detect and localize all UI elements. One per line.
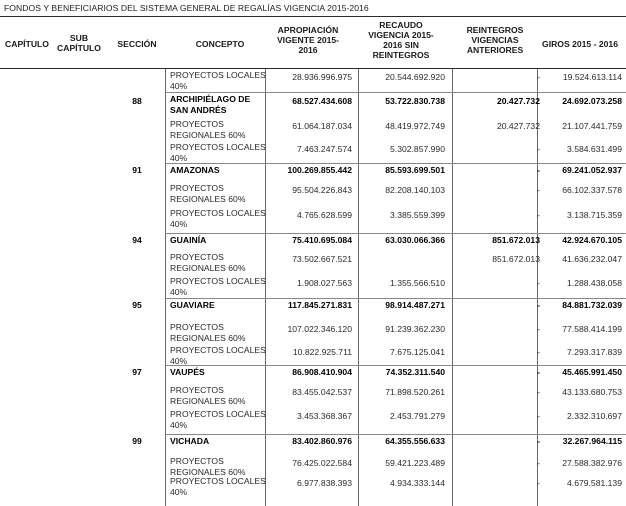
apropiacion-value: 4.765.628.599 [297, 210, 352, 220]
apropiacion-value: 6.977.838.393 [297, 478, 352, 488]
concepto-line: REGIONALES 60% [170, 332, 246, 343]
concepto-line: ARCHIPIÉLAGO DE [170, 94, 251, 104]
concepto-line: GUAINÍA [170, 235, 207, 245]
concepto-line: REGIONALES 60% [170, 193, 246, 204]
reintegros-value: 851.672.013 [492, 235, 540, 245]
reintegros-value: - [537, 411, 540, 421]
giros-value: 3.138.715.359 [567, 210, 622, 220]
concepto-line: GUAVIARE [170, 300, 215, 310]
apropiacion-value: 75.410.695.084 [292, 235, 352, 245]
apropiacion-value: 100.269.855.442 [287, 165, 352, 175]
recaudo-value: 53.722.830.738 [385, 96, 445, 106]
recaudo-value: 59.421.223.489 [385, 458, 445, 468]
giros-value: 69.241.052.937 [562, 165, 622, 175]
section-divider [165, 92, 626, 93]
reintegros-value: - [537, 300, 540, 310]
seccion-code: 94 [132, 235, 142, 245]
seccion-code: 99 [132, 436, 142, 446]
giros-value: 84.881.732.039 [562, 300, 622, 310]
giros-value: 1.288.438.058 [567, 278, 622, 288]
concepto-line: REGIONALES 60% [170, 129, 246, 140]
concepto-line: PROYECTOS [170, 385, 224, 395]
column-divider [165, 69, 166, 506]
seccion-code: 97 [132, 367, 142, 377]
apropiacion-value: 28.936.996.975 [292, 72, 352, 82]
recaudo-value: 74.352.311.540 [385, 367, 445, 377]
recaudo-value: 4.934.333.144 [390, 478, 445, 488]
reintegros-value: - [537, 278, 540, 288]
apropiacion-value: 107.022.346.120 [287, 324, 352, 334]
seccion-code: 91 [132, 165, 142, 175]
concepto-line: PROYECTOS [170, 456, 224, 466]
recaudo-value: 5.302.857.990 [390, 144, 445, 154]
recaudo-value: 91.239.362.230 [385, 324, 445, 334]
concepto-line: SAN ANDRÉS [170, 104, 227, 115]
reintegros-value: - [537, 367, 540, 377]
apropiacion-value: 83.402.860.976 [292, 436, 352, 446]
giros-value: 3.584.631.499 [567, 144, 622, 154]
recaudo-value: 71.898.520.261 [385, 387, 445, 397]
recaudo-value: 20.544.692.920 [385, 72, 445, 82]
concepto-line: REGIONALES 60% [170, 395, 246, 406]
giros-value: 4.679.581.139 [567, 478, 622, 488]
giros-value: 41.636.232.047 [562, 254, 622, 264]
concepto-line: PROYECTOS [170, 183, 224, 193]
reintegros-value: 851.672.013 [492, 254, 540, 264]
concepto-line: PROYECTOS [170, 322, 224, 332]
reintegros-value: - [537, 324, 540, 334]
giros-value: 66.102.337.578 [562, 185, 622, 195]
header-apropiacion: APROPIACIÓN VIGENTE 2015- 2016 [276, 25, 340, 55]
apropiacion-value: 83.455.042.537 [292, 387, 352, 397]
concepto-line: AMAZONAS [170, 165, 220, 175]
reintegros-value: - [537, 478, 540, 488]
apropiacion-value: 10.822.925.711 [292, 347, 352, 357]
section-divider [165, 365, 626, 366]
reintegros-value: - [537, 185, 540, 195]
giros-value: 32.267.964.115 [562, 436, 622, 446]
header-capitulo: CAPÍTULO [5, 39, 49, 49]
header-reintegros: REINTEGROS VIGENCIAS ANTERIORES [466, 25, 524, 55]
concepto-line: VAUPÉS [170, 367, 205, 377]
header-recaudo: RECAUDO VIGENCIA 2015- 2016 SIN REINTEGROS [368, 20, 434, 60]
giros-value: 21.107.441.759 [562, 121, 622, 131]
header-giros: GIROS 2015 - 2016 [542, 39, 618, 49]
reintegros-value: - [537, 165, 540, 175]
apropiacion-value: 86.908.410.904 [292, 367, 352, 377]
section-divider [165, 163, 626, 164]
header-rule-top [0, 16, 626, 17]
concepto-line: 40% [170, 355, 188, 366]
concepto-line: PROYECTOS LOCALES [170, 208, 266, 218]
reintegros-value: 20.427.732 [496, 121, 540, 131]
recaudo-value: 2.453.791.279 [390, 411, 445, 421]
reintegros-value: 20.427.732 [496, 96, 540, 106]
apropiacion-value: 61.064.187.034 [292, 121, 352, 131]
seccion-code: 88 [132, 96, 142, 106]
section-divider [165, 233, 626, 234]
reintegros-value: - [537, 458, 540, 468]
concepto-line: VICHADA [170, 436, 210, 446]
giros-value: 77.588.414.199 [562, 324, 622, 334]
reintegros-value: - [537, 347, 540, 357]
apropiacion-value: 95.504.226.843 [292, 185, 352, 195]
section-divider [165, 298, 626, 299]
concepto-line: 40% [170, 286, 188, 297]
header-subcapitulo: SUB CAPÍTULO [57, 33, 101, 53]
giros-value: 45.465.991.450 [562, 367, 622, 377]
concepto-line: PROYECTOS LOCALES [170, 142, 266, 152]
recaudo-value: 48.419.972.749 [385, 121, 445, 131]
header-concepto: CONCEPTO [195, 39, 245, 49]
apropiacion-value: 68.527.434.608 [292, 96, 352, 106]
concepto-line: PROYECTOS LOCALES [170, 70, 266, 80]
reintegros-value: - [537, 210, 540, 220]
recaudo-value: 63.030.066.366 [385, 235, 445, 245]
concepto-line: REGIONALES 60% [170, 262, 246, 273]
concepto-line: 40% [170, 486, 188, 497]
concepto-line: PROYECTOS LOCALES [170, 409, 266, 419]
reintegros-value: - [537, 72, 540, 82]
recaudo-value: 3.385.559.399 [390, 210, 445, 220]
header-rule-bottom [0, 68, 626, 69]
giros-value: 24.692.073.258 [562, 96, 622, 106]
concepto-line: PROYECTOS [170, 252, 224, 262]
concepto-line: 40% [170, 419, 188, 430]
recaudo-value: 82.208.140.103 [385, 185, 445, 195]
recaudo-value: 85.593.699.501 [385, 165, 445, 175]
header-seccion: SECCIÓN [117, 39, 157, 49]
apropiacion-value: 73.502.667.521 [292, 254, 352, 264]
reintegros-value: - [537, 144, 540, 154]
recaudo-value: 7.675.125.041 [390, 347, 445, 357]
giros-value: 43.133.680.753 [562, 387, 622, 397]
concepto-line: 40% [170, 152, 188, 163]
concepto-line: PROYECTOS LOCALES [170, 276, 266, 286]
seccion-code: 95 [132, 300, 142, 310]
section-divider [165, 434, 626, 435]
recaudo-value: 64.355.556.633 [385, 436, 445, 446]
apropiacion-value: 7.463.247.574 [297, 144, 352, 154]
reintegros-value: - [537, 436, 540, 446]
apropiacion-value: 3.453.368.367 [297, 411, 352, 421]
concepto-line: PROYECTOS LOCALES [170, 476, 266, 486]
document-title: FONDOS Y BENEFICIARIOS DEL SISTEMA GENERAL DE REGALÍAS VIGENCIA 2015-2016 [4, 3, 369, 13]
giros-value: 2.332.310.697 [567, 411, 622, 421]
apropiacion-value: 1.908.027.563 [297, 278, 352, 288]
concepto-line: REGIONALES 60% [170, 466, 246, 477]
reintegros-value: - [537, 387, 540, 397]
concepto-line: PROYECTOS [170, 119, 224, 129]
concepto-line: 40% [170, 218, 188, 229]
recaudo-value: 1.355.566.510 [390, 278, 445, 288]
giros-value: 42.924.670.105 [562, 235, 622, 245]
recaudo-value: 98.914.487.271 [385, 300, 445, 310]
giros-value: 7.293.317.839 [567, 347, 622, 357]
concepto-line: PROYECTOS LOCALES [170, 345, 266, 355]
giros-value: 27.588.382.976 [562, 458, 622, 468]
apropiacion-value: 76.425.022.584 [292, 458, 352, 468]
giros-value: 19.524.613.114 [562, 72, 622, 82]
apropiacion-value: 117.845.271.831 [287, 300, 352, 310]
concepto-line: 40% [170, 80, 188, 91]
